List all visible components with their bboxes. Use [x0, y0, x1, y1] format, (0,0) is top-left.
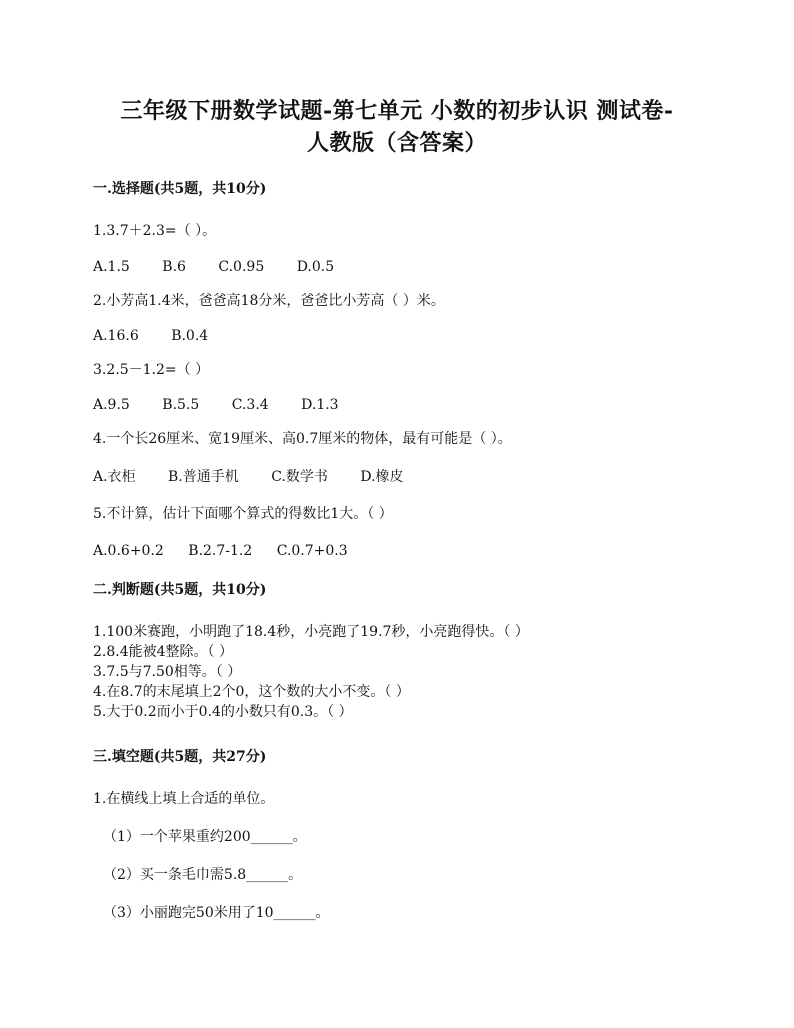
list-item: 2.8.4能被4整除。（ ） — [93, 644, 233, 660]
question-stem: 2.小芳高1.4米，爸爸高18分米，爸爸比小芳高（ ）米。 — [93, 293, 445, 309]
judge-list — [93, 622, 529, 722]
option: C.3.4 — [231, 397, 269, 413]
option: B.6 — [162, 259, 186, 275]
fill-blank-item: （2）买一条毛巾需5.8______。 — [103, 867, 303, 883]
fill-blank-item: （3）小丽跑完50米用了10______。 — [103, 905, 330, 921]
section-heading-fill: 三.填空题(共5题，共27分) — [93, 749, 267, 765]
option: B.2.7-1.2 — [188, 543, 253, 559]
question-stem: 5.不计算，估计下面哪个算式的得数比1大。（ ） — [93, 506, 393, 522]
option: B.5.5 — [162, 397, 200, 413]
option: A.1.5 — [93, 259, 130, 275]
option: B.普通手机 — [168, 469, 239, 485]
question-options — [93, 542, 348, 560]
option: C.0.95 — [218, 259, 265, 275]
option: C.数学书 — [271, 469, 328, 485]
list-item: 3.7.5与7.50相等。（ ） — [93, 664, 242, 680]
option: A.0.6+0.2 — [93, 543, 164, 559]
question-options — [93, 468, 404, 486]
question-options — [93, 327, 208, 345]
list-item: 1.100米赛跑，小明跑了18.4秒，小亮跑了19.7秒，小亮跑得快。（ ） — [93, 624, 529, 640]
option: D.0.5 — [296, 259, 335, 275]
question-stem: 1.3.7＋2.3=（ ）。 — [93, 223, 217, 239]
list-item: 4.在8.7的末尾填上2个0，这个数的大小不变。（ ） — [93, 684, 410, 700]
option: D.橡皮 — [360, 469, 404, 485]
question-stem: 1.在横线上填上合适的单位。 — [93, 791, 275, 807]
question-stem: 3.2.5－1.2=（ ） — [93, 362, 210, 378]
option: B.0.4 — [171, 328, 209, 344]
option: C.0.7+0.3 — [276, 543, 348, 559]
question-options — [93, 258, 334, 276]
section-heading-judge: 二.判断题(共5题，共10分) — [93, 582, 267, 598]
section-heading-choice: 一.选择题(共5题，共10分) — [93, 181, 267, 197]
option: D.1.3 — [301, 397, 339, 413]
page-title-line2: 人教版（含答案） — [306, 130, 487, 156]
fill-blank-item: （1）一个苹果重约200______。 — [103, 829, 307, 845]
option: A.衣柜 — [93, 469, 136, 485]
question-options — [93, 396, 339, 414]
question-stem: 4.一个长26厘米、宽19厘米、高0.7厘米的物体，最有可能是（ ）。 — [93, 431, 512, 447]
option: A.9.5 — [93, 397, 130, 413]
option: A.16.6 — [93, 328, 139, 344]
page-title-line1: 三年级下册数学试题-第七单元 小数的初步认识 测试卷- — [120, 98, 674, 124]
list-item: 5.大于0.2而小于0.4的小数只有0.3。（ ） — [93, 704, 353, 720]
